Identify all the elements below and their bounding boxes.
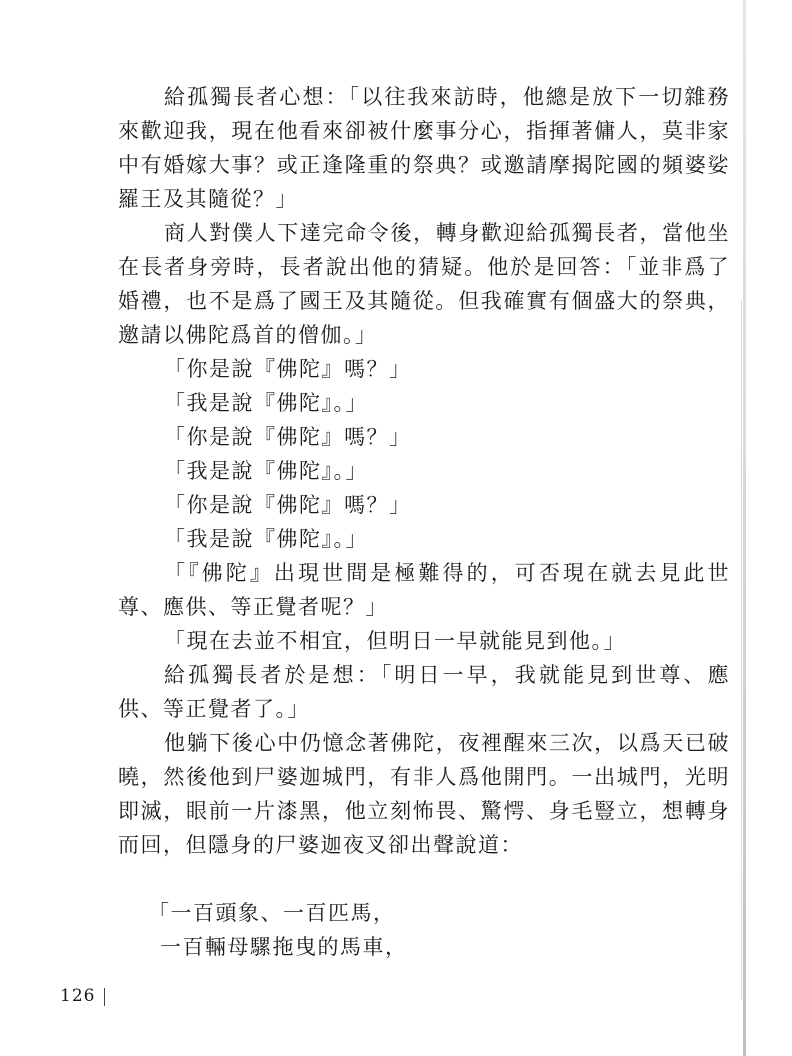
folio-separator	[104, 988, 105, 1006]
paragraph: 給孤獨長者於是想：「明日一早，我就能見到世尊、應供、等正覺者了。」	[118, 663, 730, 721]
verse-line: 「一百頭象、一百匹馬，	[148, 901, 396, 925]
verse-line: 一百輛母騾拖曳的馬車，	[160, 935, 408, 959]
binding-edge-line	[741, 300, 742, 1000]
dialogue-line: 「你是說『佛陀』嗎？」	[164, 425, 412, 449]
dialogue-line: 「現在去並不相宜，但明日一早就能見到他。」	[164, 629, 626, 653]
dialogue-line: 「我是說『佛陀』。」	[164, 459, 368, 483]
dialogue-line: 「你是說『佛陀』嗎？」	[164, 357, 412, 381]
paragraph: 給孤獨長者心想：「以往我來訪時，他總是放下一切雜務來歡迎我，現在他看來卻被什麼事分心，指揮著傭人，莫非家中有婚嫁大事？或正逢隆重的祭典？或邀請摩揭陀國的頻婆娑羅王及其隨從？」	[118, 85, 730, 211]
binding-edge	[743, 0, 746, 1056]
dialogue-paragraph: 「『佛陀』出現世間是極難得的，可否現在就去見此世尊、應供、等正覺者呢？」	[118, 561, 730, 619]
dialogue-line: 「我是說『佛陀』。」	[164, 391, 368, 415]
dialogue-line: 「我是說『佛陀』。」	[164, 527, 368, 551]
paragraph: 商人對僕人下達完命令後，轉身歡迎給孤獨長者，當他坐在長者身旁時，長者說出他的猜疑。他於是回答：「並非爲了婚禮，也不是爲了國王及其隨從。但我確實有個盛大的祭典，邀請以佛陀爲首的僧伽。」	[118, 221, 730, 347]
paragraph: 他躺下後心中仍憶念著佛陀，夜裡醒來三次，以爲天已破曉，然後他到尸婆迦城門，有非人爲他開門。一出城門，光明即滅，眼前一片漆黑，他立刻怖畏、驚愕、身毛豎立，想轉身而回，但隱身的尸婆迦夜叉卻出聲說道：	[118, 731, 730, 857]
dialogue-line: 「你是說『佛陀』嗎？」	[164, 493, 412, 517]
page-body	[118, 80, 730, 964]
page-number: 126	[60, 986, 96, 1006]
